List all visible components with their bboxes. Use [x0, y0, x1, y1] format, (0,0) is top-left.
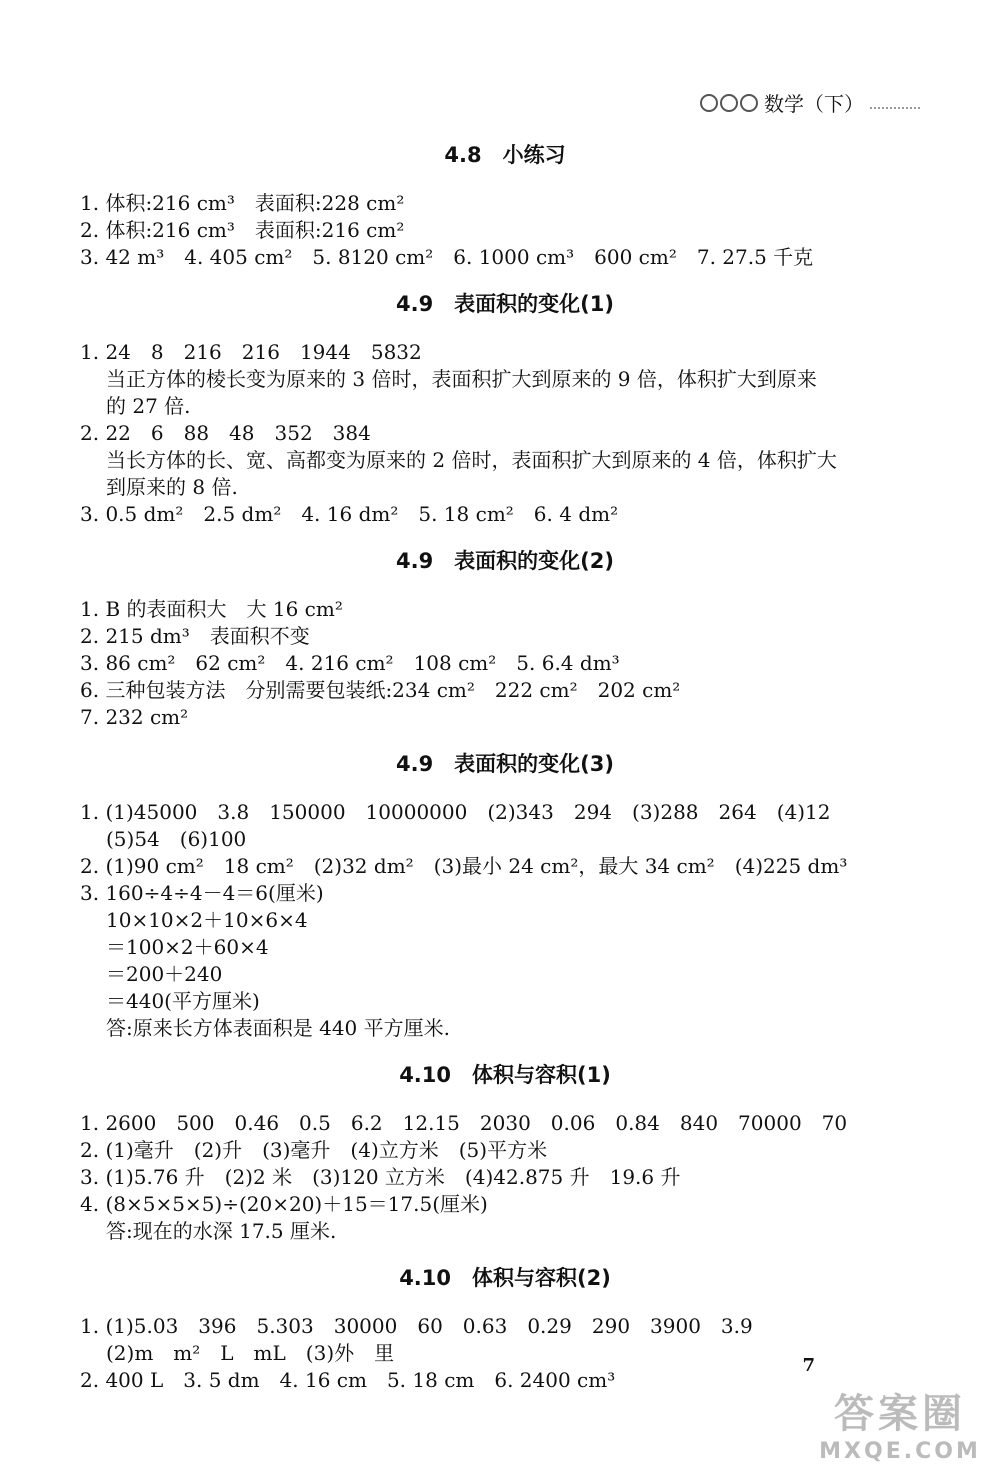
answer-line: 7. 232 cm²: [80, 705, 189, 729]
page-number: 7: [802, 1355, 815, 1376]
section-title: 4.8 小练习: [444, 143, 566, 167]
section-title: 4.10 体积与容积(2): [399, 1266, 611, 1290]
answer-line: 答:现在的水深 17.5 厘米.: [106, 1219, 337, 1243]
answer-line: 1. B 的表面积大 大 16 cm²: [80, 597, 343, 621]
answer-line: 3. 160÷4÷4－4＝6(厘米): [80, 881, 324, 905]
answer-line: 6. 三种包装方法 分别需要包装纸:234 cm² 222 cm² 202 cm²: [80, 678, 681, 702]
answer-content: [80, 140, 930, 1412]
section-title: 4.9 表面积的变化(1): [395, 292, 614, 316]
answer-line: 10×10×2＋10×6×4: [106, 908, 308, 932]
answer-line: 2. 体积:216 cm³ 表面积:216 cm²: [80, 218, 405, 242]
answer-section: [80, 546, 930, 731]
answer-line: 到原来的 8 倍.: [106, 475, 238, 499]
section-title: 4.9 表面积的变化(3): [395, 752, 614, 776]
answer-line: (2)m m² L mL (3)外 里: [106, 1341, 395, 1365]
watermark-bottom: MXQE.COM: [819, 1439, 981, 1464]
page-header: [700, 88, 920, 117]
header-decoration-icon: [700, 94, 758, 112]
answer-line: 1. 2600 500 0.46 0.5 6.2 12.15 2030 0.06 0.84 840 70000 70: [80, 1111, 848, 1135]
answer-line: 2. 22 6 88 48 352 384: [80, 421, 371, 445]
answer-line: ＝440(平方厘米): [106, 989, 260, 1013]
answer-line: ＝200＋240: [106, 962, 223, 986]
answer-line: 1. 体积:216 cm³ 表面积:228 cm²: [80, 191, 405, 215]
answer-line: 3. 86 cm² 62 cm² 4. 216 cm² 108 cm² 5. 6.4 dm³: [80, 651, 620, 675]
answer-line: 3. 0.5 dm² 2.5 dm² 4. 16 dm² 5. 18 cm² 6. 4 dm²: [80, 502, 619, 526]
answer-line: 当正方体的棱长变为原来的 3 倍时，表面积扩大到原来的 9 倍，体积扩大到原来: [106, 367, 817, 391]
answer-line: 2. 400 L 3. 5 dm 4. 16 cm 5. 18 cm 6. 2400 cm³: [80, 1368, 616, 1392]
answer-line: 答:原来长方体表面积是 440 平方厘米.: [106, 1016, 450, 1040]
answer-line: 1. (1)5.03 396 5.303 30000 60 0.63 0.29 290 3900 3.9: [80, 1314, 753, 1338]
subject-label: 数学（下）: [764, 92, 864, 116]
answer-line: 当长方体的长、宽、高都变为原来的 2 倍时，表面积扩大到原来的 4 倍，体积扩大: [106, 448, 837, 472]
watermark-logo: [810, 1378, 990, 1468]
header-flourish-icon: [870, 97, 920, 109]
answer-line: 2. (1)毫升 (2)升 (3)毫升 (4)立方米 (5)平方米: [80, 1138, 548, 1162]
answer-section: [80, 749, 930, 1042]
answer-section: [80, 1060, 930, 1245]
answer-line: 3. 42 m³ 4. 405 cm² 5. 8120 cm² 6. 1000 cm³ 600 cm² 7. 27.5 千克: [80, 245, 814, 269]
answer-line: 4. (8×5×5×5)÷(20×20)＋15＝17.5(厘米): [80, 1192, 488, 1216]
answer-line: 3. (1)5.76 升 (2)2 米 (3)120 立方米 (4)42.875 升 19.6 升: [80, 1165, 681, 1189]
answer-line: 2. (1)90 cm² 18 cm² (2)32 dm² (3)最小 24 cm²，最大 34 cm² (4)225 dm³: [80, 854, 848, 878]
answer-section: [80, 289, 930, 528]
answer-line: 1. 24 8 216 216 1944 5832: [80, 340, 422, 364]
answer-line: 1. (1)45000 3.8 150000 10000000 (2)343 294 (3)288 264 (4)12: [80, 800, 831, 824]
answer-line: 的 27 倍.: [106, 394, 191, 418]
answer-line: (5)54 (6)100: [106, 827, 247, 851]
answer-line: ＝100×2＋60×4: [106, 935, 269, 959]
answer-line: 2. 215 dm³ 表面积不变: [80, 624, 310, 648]
section-title: 4.10 体积与容积(1): [399, 1063, 611, 1087]
answer-section: [80, 140, 930, 271]
section-title: 4.9 表面积的变化(2): [395, 549, 614, 573]
watermark-top: 答案圈: [834, 1391, 966, 1437]
